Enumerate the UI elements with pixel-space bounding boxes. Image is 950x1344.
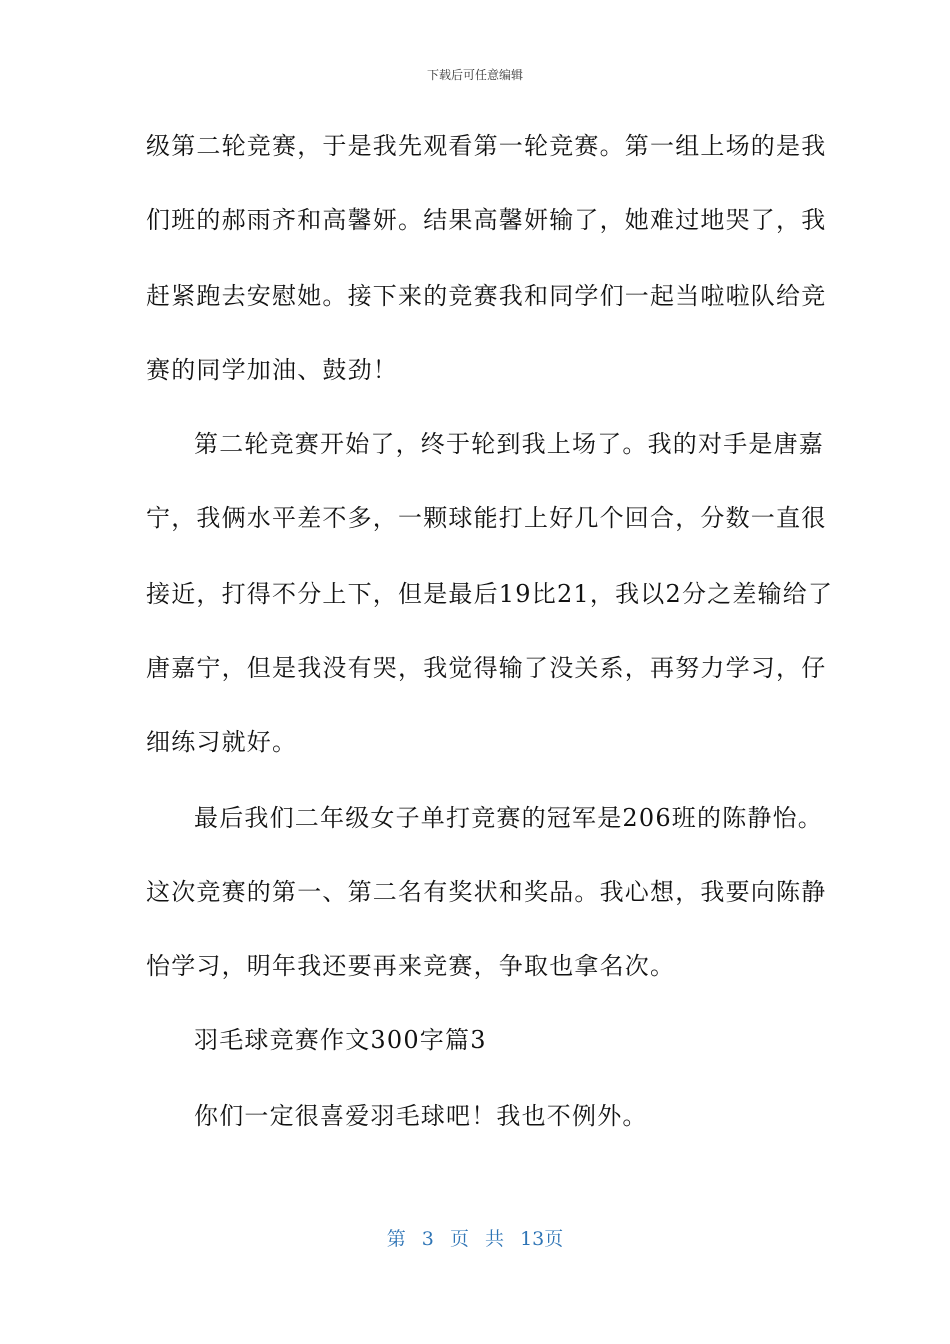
text-line: 赛的同学加油、鼓劲！ (146, 356, 398, 384)
footer-total-pages: 13页 (520, 1228, 564, 1250)
text-line: 级第二轮竞赛，于是我先观看第一轮竞赛。第一组上场的是我 (146, 132, 827, 160)
footer-label-ye: 页 (449, 1228, 469, 1250)
paragraph-start-line: 第二轮竞赛开始了，终于轮到我上场了。我的对手是唐嘉 (194, 430, 824, 458)
paragraph-start-line: 你们一定很喜爱羽毛球吧！我也不例外。 (194, 1102, 648, 1130)
text-line: 细练习就好。 (146, 728, 298, 756)
section-heading: 羽毛球竞赛作文300字篇3 (194, 1026, 487, 1054)
text-line: 唐嘉宁，但是我没有哭，我觉得输了没关系，再努力学习，仔 (146, 654, 827, 682)
footer-label-di: 第 (386, 1228, 406, 1250)
text-line: 赶紧跑去安慰她。接下来的竞赛我和同学们一起当啦啦队给竞 (146, 282, 827, 310)
text-line: 接近，打得不分上下，但是最后19比21，我以2分之差输给了 (146, 580, 834, 608)
page-footer (0, 1224, 950, 1251)
text-line: 这次竞赛的第一、第二名有奖状和奖品。我心想，我要向陈静 (146, 878, 827, 906)
text-line: 宁，我俩水平差不多，一颗球能打上好几个回合，分数一直很 (146, 504, 827, 532)
footer-current-page: 3 (421, 1228, 434, 1250)
page-header: 下载后可任意编辑 (426, 68, 523, 82)
paragraph-start-line: 最后我们二年级女子单打竞赛的冠军是206班的陈静怡。 (194, 804, 824, 832)
footer-label-gong: 共 (485, 1228, 505, 1250)
text-line: 怡学习，明年我还要再来竞赛，争取也拿名次。 (146, 952, 676, 980)
text-line: 们班的郝雨齐和高馨妍。结果高馨妍输了，她难过地哭了，我 (146, 206, 827, 234)
